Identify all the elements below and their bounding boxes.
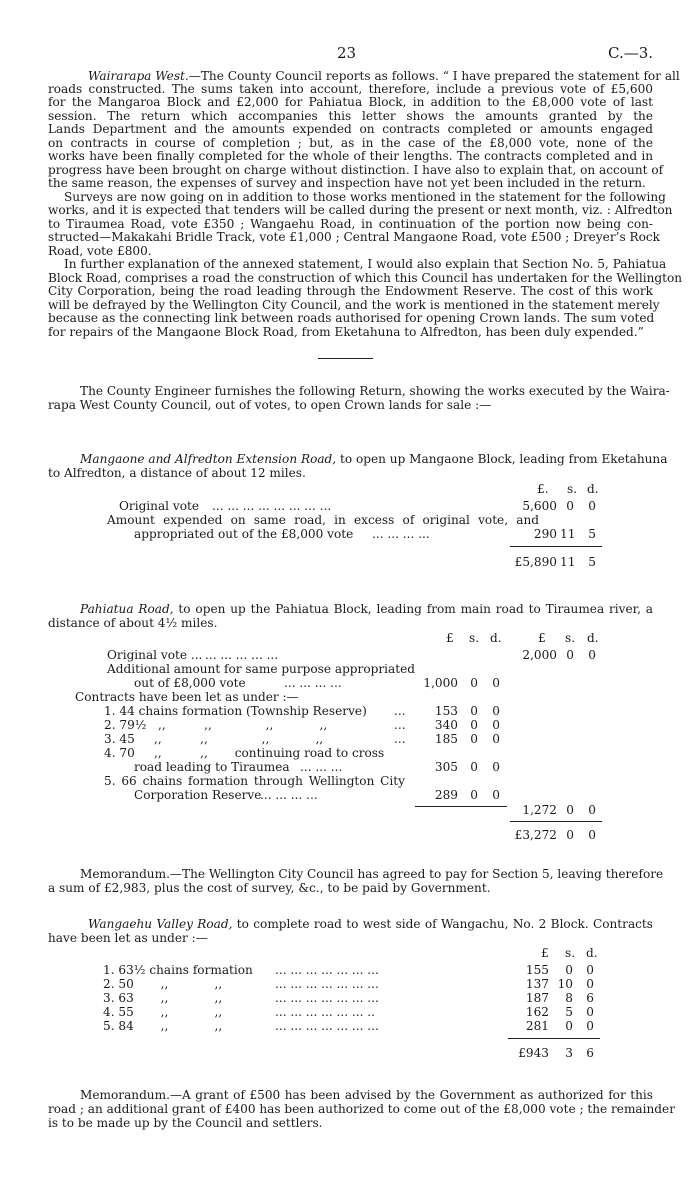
mangaone-row-label: Amount expended on same road, in excess of original vote, and (107, 513, 539, 527)
pahiatua-contracts-total-pounds: 1,272 (522, 803, 557, 817)
wangaehu-row-pence: 0 (586, 963, 594, 977)
mangaone-title-line: Mangaone and Alfredton Extension Road, to open up Mangaone Block, leading from Eketahuna (80, 452, 668, 466)
memo1-line-1: Memorandum.—The Wellington City Council has agreed to pay for Section 5, leaving therefore (80, 867, 664, 881)
para1-line-2: roads constructed. The sums taken into account, therefore, include a previous vote of £5,600 (48, 82, 653, 96)
pahiatua-additional-pounds: 1,000 (423, 676, 458, 690)
wangaehu-head-shillings: s. (565, 946, 576, 960)
pahiatua-contract-pence: 0 (492, 732, 500, 746)
pahiatua-contract-shillings: 0 (470, 704, 478, 718)
wangaehu-row-label: 2. 50 ,, ,, (103, 977, 223, 991)
pahiatua-contract-pounds: 153 (434, 704, 458, 718)
pahiatua-contract-shillings: 0 (470, 732, 478, 746)
para1-line-1: Wairarapa West.—The County Council reports as follows. “ I have prepared the statement for all (88, 69, 680, 83)
pahiatua-head: £ (446, 631, 454, 645)
document-reference: C.—3. (608, 44, 654, 62)
mangaone-total-pence: 5 (588, 555, 596, 569)
para3-line-2: Block Road, comprises a road the construction of which this Council has undertaken for the Wellington (48, 271, 683, 285)
pahiatua-original-pence: 0 (588, 648, 596, 662)
pahiatua-contract-4-pence: 0 (492, 760, 500, 774)
pahiatua-contract-4-shillings: 0 (470, 760, 478, 774)
pahiatua-title: Pahiatua Road, (80, 602, 174, 616)
wangaehu-row-shillings: 10 (557, 977, 573, 991)
wangaehu-row-pounds: 187 (525, 991, 549, 1005)
wangaehu-row-pence: 0 (586, 977, 594, 991)
para3-line-6: for repairs of the Mangaone Block Road, from Eketahuna to Alfredton, has been duly expended.” (48, 325, 644, 339)
pahiatua-total-rule (510, 821, 602, 822)
pahiatua-additional-pence: 0 (492, 676, 500, 690)
pahiatua-contract-4-line-1: 4. 70 ,, ,, continuing road to cross (104, 746, 385, 760)
wangaehu-total-pence: 6 (586, 1046, 594, 1060)
mangaone-row-pence: 0 (588, 499, 596, 513)
wangaehu-row-pence: 6 (586, 991, 594, 1005)
para3-line-1: In further explanation of the annexed statement, I would also explain that Section No. 5, Pahiatua (64, 257, 667, 271)
wangaehu-row-label: 1. 63½ chains formation (103, 963, 253, 977)
para2-line-3: to Tiraumea Road, vote £350 ; Wangaehu Road, in continuation of the portion now being con- (48, 217, 653, 231)
wangaehu-row-shillings: 0 (565, 1019, 573, 1033)
pahiatua-contract-shillings: 0 (470, 718, 478, 732)
para1-line-8: progress have been brought on charge without distinction. I have also to explain that, on account of (48, 163, 664, 177)
para3-line-5: because as the connecting link between roads authorised for opening Crown lands. The sum voted (48, 311, 655, 325)
wangaehu-row-dots: ... ... ... ... ... ... .. (275, 1005, 375, 1019)
memo1-line-2: a sum of £2,983, plus the cost of survey, &c., to be paid by Government. (48, 881, 491, 895)
pahiatua-contracts-total-shillings: 0 (566, 803, 574, 817)
memo2-line-3: is to be made up by the Council and settlers. (48, 1116, 323, 1130)
pahiatua-title-line: Pahiatua Road, to open up the Pahiatua Block, leading from main road to Tiraumea river, a (80, 602, 654, 616)
para1-line-6: on contracts in course of completion ; but, as in the case of the £8,000 vote, none of the (48, 136, 653, 150)
pahiatua-contract-5-dots: ... ... ... ... (260, 788, 318, 802)
mangaone-row-label: Original vote (119, 499, 200, 513)
mangaone-row-pence: 5 (588, 527, 596, 541)
mangaone-head-pence: d. (587, 482, 599, 496)
para2-line-2: works, and it is expected that tenders will be called during the present or next month, viz. : Alfredton (48, 203, 673, 217)
pahiatua-contract-4-line-2: road leading to Tiraumea (134, 760, 290, 774)
pahiatua-contract-dots: ... (394, 704, 406, 718)
pahiatua-additional-shillings: 0 (470, 676, 478, 690)
wangaehu-row-shillings: 8 (565, 991, 573, 1005)
section-divider (318, 358, 373, 359)
mangaone-line-2: to Alfredton, a distance of about 12 miles. (48, 466, 306, 480)
pahiatua-head: s. (565, 631, 576, 645)
mangaone-total-rule (510, 546, 602, 547)
pahiatua-contract-pence: 0 (492, 704, 500, 718)
wangaehu-total-rule (508, 1038, 600, 1039)
pahiatua-contract-5-line-2: Corporation Reserve (134, 788, 262, 802)
mangaone-head-pounds: £. (537, 482, 549, 496)
pahiatua-contract-pounds: 185 (434, 732, 458, 746)
pahiatua-contract-pence: 0 (492, 718, 500, 732)
mangaone-row-label: appropriated out of the £8,000 vote (134, 527, 354, 541)
pahiatua-additional-dots: ... ... ... ... (284, 676, 342, 690)
wangaehu-row-pence: 0 (586, 1005, 594, 1019)
pahiatua-original-label: Original vote ... (107, 648, 203, 662)
para2-line-1: Surveys are now going on in addition to those works mentioned in the statement for the following (64, 190, 666, 204)
wangaehu-row-dots: ... ... ... ... ... ... ... (275, 977, 379, 991)
pahiatua-head: £ (538, 631, 546, 645)
wangaehu-title-line: Wangaehu Valley Road, to complete road to west side of Wangachu, No. 2 Block. Contracts (88, 917, 654, 931)
mangaone-total-shillings: 11 (560, 555, 576, 569)
mangaone-row-shillings: 0 (566, 499, 574, 513)
pahiatua-contract-dots: ... (394, 732, 406, 746)
para1-line-9: the same reason, the expenses of survey and inspection have not yet been included in the return. (48, 176, 646, 190)
para1-line-4: session. The return which accompanies this letter shows the amounts granted by the (48, 109, 653, 123)
mangaone-row-dots: ... ... ... ... (372, 527, 430, 541)
para1-line-3: for the Mangaroa Block and £2,000 for Pahiatua Block, in addition to the £8,000 vote of last (48, 95, 653, 109)
pahiatua-original-shillings: 0 (566, 648, 574, 662)
page-number: 23 (337, 44, 357, 62)
mangaone-title: Mangaone and Alfredton Extension Road, (80, 452, 337, 466)
mangaone-total-pounds: £5,890 (514, 555, 557, 569)
pahiatua-contract-label: 3. 45 ,, ,, ,, ,, (104, 732, 324, 746)
wangaehu-row-pounds: 155 (525, 963, 549, 977)
pahiatua-contract-5-pence: 0 (492, 788, 500, 802)
pahiatua-additional-line-1: Additional amount for same purpose appropriated (107, 662, 415, 676)
pahiatua-contracts-total-pence: 0 (588, 803, 596, 817)
mangaone-row-pounds: 5,600 (522, 499, 557, 513)
para1-line-7: works have been finally completed for the whole of their lengths. The contracts completed and in (48, 149, 653, 163)
para2-line-4: structed—Makakahi Bridle Track, vote £1,000 ; Central Mangaone Road, vote £500 ; Dreyer’s Rock (48, 230, 660, 244)
wangaehu-row-dots: ... ... ... ... ... ... ... (275, 1019, 379, 1033)
wangaehu-row-label: 3. 63 ,, ,, (103, 991, 223, 1005)
wangaehu-row-pence: 0 (586, 1019, 594, 1033)
pahiatua-contract-dots: ... (394, 718, 406, 732)
para2-line-5: Road, vote £800. (48, 244, 152, 258)
para1-line-5: Lands Department and the amounts expended on contracts completed or amounts engaged (48, 122, 653, 136)
para3-line-4: will be defrayed by the Wellington City Council, and the work is mentioned in the statement merely (48, 298, 660, 312)
wangaehu-row-label: 4. 55 ,, ,, (103, 1005, 223, 1019)
wangaehu-row-dots: ... ... ... ... ... ... ... (275, 963, 379, 977)
wangaehu-title: Wangaehu Valley Road, (88, 917, 233, 931)
pahiatua-head: d. (490, 631, 502, 645)
pahiatua-contracts-rule (415, 806, 507, 807)
wangaehu-head-pounds: £ (541, 946, 549, 960)
memo2-line-2: road ; an additional grant of £400 has been authorized to come out of the £8,000 vote ; the remainder (48, 1102, 675, 1116)
pahiatua-contracts-heading: Contracts have been let as under :— (75, 690, 299, 704)
pahiatua-contract-pounds: 340 (434, 718, 458, 732)
intro-line-2: rapa West County Council, out of votes, to open Crown lands for sale :— (48, 398, 492, 412)
wangaehu-total-pounds: £943 (518, 1046, 549, 1060)
pahiatua-total-pence: 0 (588, 828, 596, 842)
mangaone-head-shillings: s. (567, 482, 578, 496)
pahiatua-head: d. (587, 631, 599, 645)
pahiatua-head: s. (469, 631, 480, 645)
mangaone-row-dots: ... ... ... ... ... ... ... ... (212, 499, 332, 513)
wangaehu-row-pounds: 281 (525, 1019, 549, 1033)
pahiatua-original-dots: ... ... ... ... ... (205, 648, 279, 662)
mangaone-row-pounds: 290 (533, 527, 557, 541)
para1-lead: Wairarapa West. (88, 69, 189, 83)
pahiatua-contract-label: 2. 79½ ,, ,, ,, ,, (104, 718, 328, 732)
wangaehu-row-pounds: 162 (525, 1005, 549, 1019)
wangaehu-row-label: 5. 84 ,, ,, (103, 1019, 223, 1033)
pahiatua-total-pounds: £3,272 (514, 828, 557, 842)
wangaehu-line-2: have been let as under :— (48, 931, 208, 945)
mangaone-row-shillings: 11 (560, 527, 576, 541)
pahiatua-original-pounds: 2,000 (522, 648, 557, 662)
wangaehu-head-pence: d. (586, 946, 598, 960)
para3-line-3: City Corporation, being the road leading through the Endowment Reserve. The cost of this work (48, 284, 653, 298)
pahiatua-contract-4-dots: ... ... ... (300, 760, 343, 774)
pahiatua-additional-line-2: out of £8,000 vote (134, 676, 246, 690)
pahiatua-contract-5-line-1: 5. 66 chains formation through Wellington City (104, 774, 405, 788)
pahiatua-line-2: distance of about 4½ miles. (48, 616, 218, 630)
wangaehu-row-shillings: 0 (565, 963, 573, 977)
pahiatua-contract-5-shillings: 0 (470, 788, 478, 802)
wangaehu-row-pounds: 137 (525, 977, 549, 991)
intro-line-1: The County Engineer furnishes the following Return, showing the works executed by the Waira- (80, 384, 670, 398)
wangaehu-row-shillings: 5 (565, 1005, 573, 1019)
wangaehu-row-dots: ... ... ... ... ... ... ... (275, 991, 379, 1005)
pahiatua-contract-label: 1. 44 chains formation (Township Reserve) (104, 704, 367, 718)
pahiatua-contract-4-pounds: 305 (434, 760, 458, 774)
pahiatua-total-shillings: 0 (566, 828, 574, 842)
memo2-line-1: Memorandum.—A grant of £500 has been advised by the Government as authorized for this (80, 1088, 653, 1102)
pahiatua-contract-5-pounds: 289 (434, 788, 458, 802)
wangaehu-total-shillings: 3 (565, 1046, 573, 1060)
